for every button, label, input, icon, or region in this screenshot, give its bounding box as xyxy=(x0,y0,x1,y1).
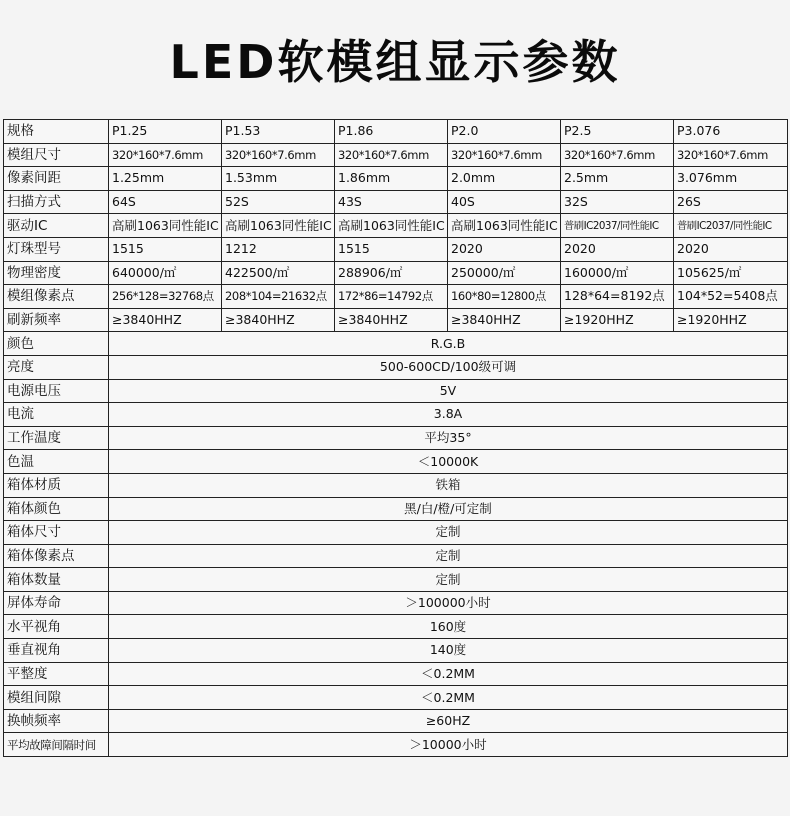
spec-table xyxy=(3,119,788,757)
header-model: P1.53 xyxy=(222,120,335,144)
table-cell: 105625/㎡ xyxy=(674,261,788,285)
table-cell: 64S xyxy=(109,190,222,214)
merged-cell: 平均35° xyxy=(109,426,788,450)
table-cell: 2020 xyxy=(674,237,788,261)
header-model: P2.5 xyxy=(561,120,674,144)
merged-cell: 5V xyxy=(109,379,788,403)
table-cell: 高刷1063同性能IC xyxy=(222,214,335,238)
row-label: 箱体颜色 xyxy=(4,497,109,521)
merged-cell: 黑/白/橙/可定制 xyxy=(109,497,788,521)
table-cell: 1.53mm xyxy=(222,167,335,191)
page-title: LED软模组显示参数 xyxy=(169,35,621,89)
table-cell: 高刷1063同性能IC xyxy=(109,214,222,238)
table-cell: 640000/㎡ xyxy=(109,261,222,285)
row-label: 箱体像素点 xyxy=(4,544,109,568)
table-cell: 422500/㎡ xyxy=(222,261,335,285)
merged-cell: 3.8A xyxy=(109,403,788,427)
row-label: 箱体数量 xyxy=(4,568,109,592)
table-cell: 320*160*7.6mm xyxy=(222,143,335,167)
merged-cell: 定制 xyxy=(109,521,788,545)
table-cell: 高刷1063同性能IC xyxy=(448,214,561,238)
table-row xyxy=(4,308,788,332)
table-cell: ≥1920HHZ xyxy=(561,308,674,332)
merged-cell: 铁箱 xyxy=(109,473,788,497)
table-cell: 2020 xyxy=(448,237,561,261)
merged-cell: ＜0.2MM xyxy=(109,686,788,710)
table-cell: 250000/㎡ xyxy=(448,261,561,285)
merged-cell: R.G.B xyxy=(109,332,788,356)
table-cell: 52S xyxy=(222,190,335,214)
table-row xyxy=(4,497,788,521)
row-label: 换帧频率 xyxy=(4,709,109,733)
table-cell: ≥3840HHZ xyxy=(448,308,561,332)
table-cell: 普刷IC2037/同性能IC xyxy=(561,214,674,238)
row-label: 模组像素点 xyxy=(4,285,109,309)
table-row xyxy=(4,521,788,545)
row-label: 亮度 xyxy=(4,355,109,379)
table-row xyxy=(4,662,788,686)
table-cell: 128*64=8192点 xyxy=(561,285,674,309)
table-row xyxy=(4,426,788,450)
table-header-row xyxy=(4,120,788,144)
table-row xyxy=(4,591,788,615)
row-label: 模组尺寸 xyxy=(4,143,109,167)
row-label: 色温 xyxy=(4,450,109,474)
row-label: 工作温度 xyxy=(4,426,109,450)
table-cell: 3.076mm xyxy=(674,167,788,191)
merged-cell: ＜0.2MM xyxy=(109,662,788,686)
table-row xyxy=(4,355,788,379)
table-cell: 1.86mm xyxy=(335,167,448,191)
header-model: P2.0 xyxy=(448,120,561,144)
table-cell: 288906/㎡ xyxy=(335,261,448,285)
table-cell: 2.5mm xyxy=(561,167,674,191)
table-row xyxy=(4,403,788,427)
table-cell: 320*160*7.6mm xyxy=(335,143,448,167)
merged-cell: 500-600CD/100级可调 xyxy=(109,355,788,379)
table-cell: ≥3840HHZ xyxy=(109,308,222,332)
merged-cell: 160度 xyxy=(109,615,788,639)
table-cell: 160*80=12800点 xyxy=(448,285,561,309)
header-model: P1.86 xyxy=(335,120,448,144)
table-row xyxy=(4,639,788,663)
table-cell: 2020 xyxy=(561,237,674,261)
table-cell: 320*160*7.6mm xyxy=(109,143,222,167)
table-cell: 320*160*7.6mm xyxy=(674,143,788,167)
row-label: 扫描方式 xyxy=(4,190,109,214)
spec-table-body xyxy=(4,120,788,757)
table-row xyxy=(4,544,788,568)
merged-cell: 140度 xyxy=(109,639,788,663)
row-label: 垂直视角 xyxy=(4,639,109,663)
merged-cell: ＜10000K xyxy=(109,450,788,474)
table-row xyxy=(4,261,788,285)
row-label: 箱体尺寸 xyxy=(4,521,109,545)
table-cell: 256*128=32768点 xyxy=(109,285,222,309)
row-label: 物理密度 xyxy=(4,261,109,285)
row-label: 电流 xyxy=(4,403,109,427)
merged-cell: ＞10000小时 xyxy=(109,733,788,757)
row-label: 驱动IC xyxy=(4,214,109,238)
header-model: P1.25 xyxy=(109,120,222,144)
table-cell: ≥1920HHZ xyxy=(674,308,788,332)
header-model: P3.076 xyxy=(674,120,788,144)
row-label: 箱体材质 xyxy=(4,473,109,497)
table-row xyxy=(4,143,788,167)
table-cell: 104*52=5408点 xyxy=(674,285,788,309)
row-label: 刷新频率 xyxy=(4,308,109,332)
row-label: 颜色 xyxy=(4,332,109,356)
table-cell: 40S xyxy=(448,190,561,214)
table-cell: 高刷1063同性能IC xyxy=(335,214,448,238)
row-label: 灯珠型号 xyxy=(4,237,109,261)
table-row xyxy=(4,709,788,733)
table-cell: ≥3840HHZ xyxy=(335,308,448,332)
row-label: 屏体寿命 xyxy=(4,591,109,615)
table-row xyxy=(4,450,788,474)
table-row xyxy=(4,615,788,639)
merged-cell: 定制 xyxy=(109,544,788,568)
table-cell: 1515 xyxy=(335,237,448,261)
table-cell: 320*160*7.6mm xyxy=(448,143,561,167)
table-cell: 2.0mm xyxy=(448,167,561,191)
row-label: 水平视角 xyxy=(4,615,109,639)
table-row xyxy=(4,568,788,592)
table-row xyxy=(4,733,788,757)
row-label: 像素间距 xyxy=(4,167,109,191)
table-row xyxy=(4,285,788,309)
table-row xyxy=(4,214,788,238)
row-label: 平均故障间隔时间 xyxy=(4,733,109,757)
table-row xyxy=(4,332,788,356)
row-label: 电源电压 xyxy=(4,379,109,403)
table-row xyxy=(4,190,788,214)
table-cell: 1.25mm xyxy=(109,167,222,191)
table-cell: 43S xyxy=(335,190,448,214)
row-label: 平整度 xyxy=(4,662,109,686)
table-cell: 160000/㎡ xyxy=(561,261,674,285)
table-row xyxy=(4,686,788,710)
table-cell: 32S xyxy=(561,190,674,214)
table-row xyxy=(4,379,788,403)
table-cell: 普刷IC2037/同性能IC xyxy=(674,214,788,238)
header-label: 规格 xyxy=(4,120,109,144)
table-row xyxy=(4,167,788,191)
table-cell: 320*160*7.6mm xyxy=(561,143,674,167)
table-cell: 208*104=21632点 xyxy=(222,285,335,309)
table-cell: 1212 xyxy=(222,237,335,261)
merged-cell: 定制 xyxy=(109,568,788,592)
table-cell: 172*86=14792点 xyxy=(335,285,448,309)
merged-cell: ≥60HZ xyxy=(109,709,788,733)
table-cell: ≥3840HHZ xyxy=(222,308,335,332)
table-cell: 26S xyxy=(674,190,788,214)
table-cell: 1515 xyxy=(109,237,222,261)
row-label: 模组间隙 xyxy=(4,686,109,710)
table-row xyxy=(4,237,788,261)
table-row xyxy=(4,473,788,497)
merged-cell: ＞100000小时 xyxy=(109,591,788,615)
